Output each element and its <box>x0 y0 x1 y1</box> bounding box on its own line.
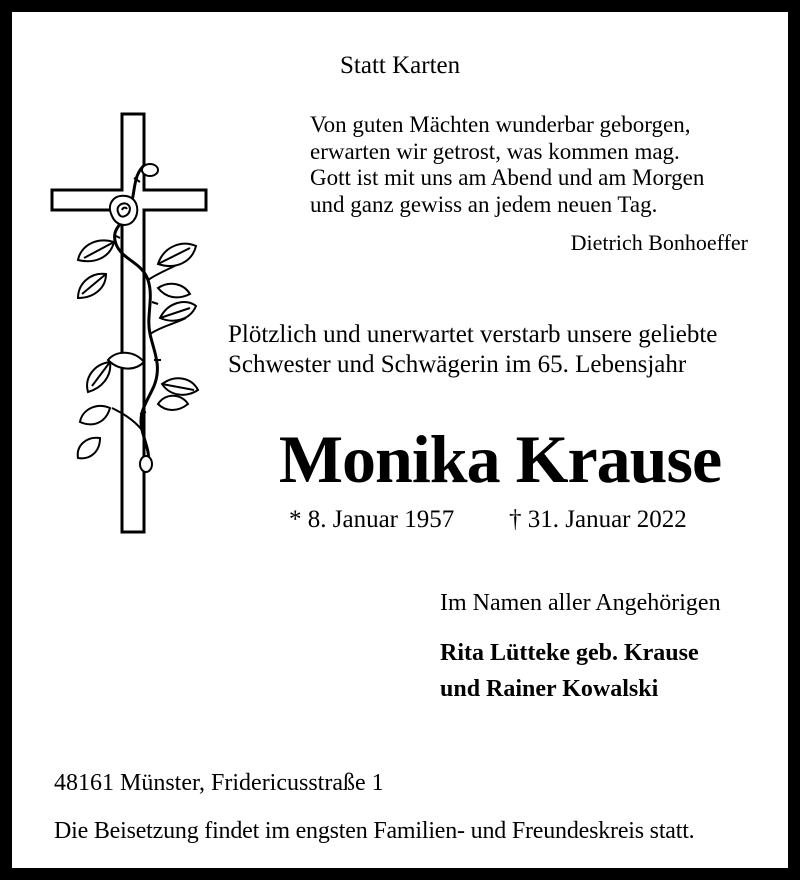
announcement-line: Schwester und Schwägerin im 65. Lebensjahr <box>228 351 687 378</box>
poem <box>310 112 704 218</box>
birth-date: * 8. Januar 1957 <box>289 506 455 533</box>
mourners-intro: Im Namen aller Angehörigen <box>440 590 721 616</box>
funeral-note: Die Beisetzung findet im engsten Familien- und Freundeskreis statt. <box>54 818 695 844</box>
poem-line: erwarten wir getrost, was kommen mag. <box>310 138 680 164</box>
death-date: † 31. Januar 2022 <box>509 506 687 533</box>
notice-heading: Statt Karten <box>340 52 461 79</box>
announcement-text <box>228 320 717 380</box>
poem-author: Dietrich Bonhoeffer <box>570 230 748 255</box>
announcement-line: Plötzlich und unerwartet verstarb unsere geliebte <box>228 321 718 348</box>
poem-line: Von guten Mächten wunderbar geborgen, <box>310 112 691 137</box>
mourner-name: Rita Lütteke geb. Krause <box>440 640 699 666</box>
deceased-name: Monika Krause <box>278 421 722 497</box>
mourner-name: und Rainer Kowalski <box>440 676 659 702</box>
poem-line: Gott ist mit uns am Abend und am Morgen <box>310 165 705 190</box>
address: 48161 Münster, Fridericusstraße 1 <box>54 770 384 796</box>
poem-line: und ganz gewiss an jedem neuen Tag. <box>310 191 658 217</box>
